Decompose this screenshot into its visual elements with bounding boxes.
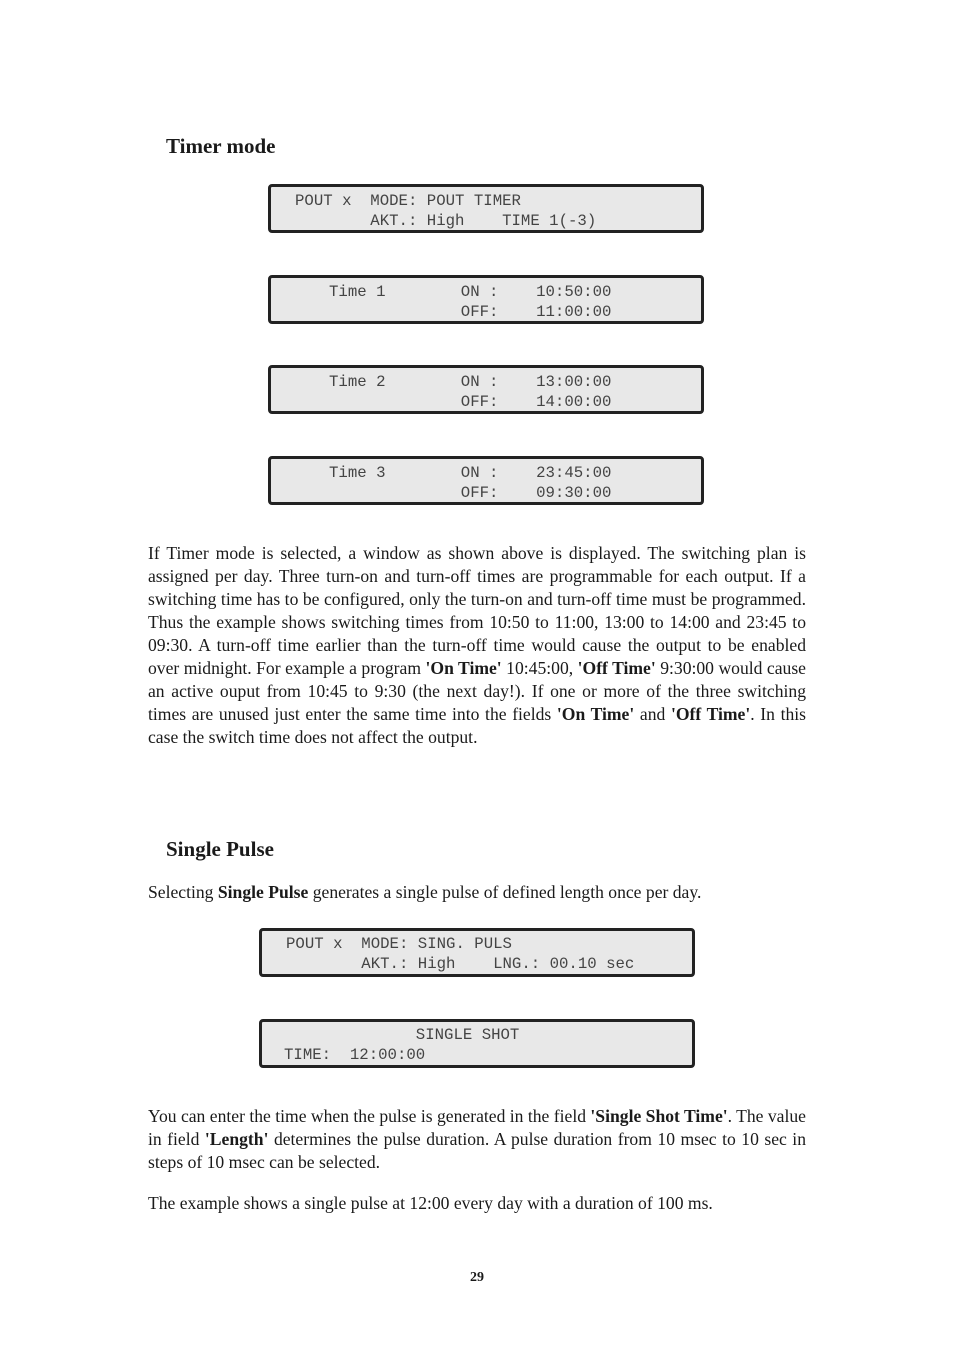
single-shot-display	[259, 1019, 695, 1068]
display-line-1: POUT x MODE: SING. PULS	[286, 935, 512, 953]
time-2-display	[268, 365, 704, 414]
single-pulse-description: You can enter the time when the pulse is generated in the field 'Single Shot Time'. The value in field 'Length' determines the pulse duration. A pulse duration from 10 msec to 10 sec in steps of 10 msec can be selected.	[148, 1106, 806, 1172]
display-line-1: POUT x MODE: POUT TIMER	[295, 192, 521, 210]
timer-mode-heading: Timer mode	[166, 134, 276, 158]
time-1-off-line: OFF: 11:00:00	[329, 303, 612, 321]
time-2-on-line: Time 2 ON : 13:00:00	[329, 373, 612, 391]
time-3-on-line: Time 3 ON : 23:45:00	[329, 464, 612, 482]
time-1-display	[268, 275, 704, 324]
single-pulse-example: The example shows a single pulse at 12:00 every day with a duration of 100 ms.	[148, 1193, 713, 1213]
time-3-off-line: OFF: 09:30:00	[329, 484, 612, 502]
timer-mode-description: If Timer mode is selected, a window as shown above is displayed. The switching plan is assigned per day. Three turn-on and turn-off times are programmable for each output. If a switching time has to be configured, only the turn-on and turn-off time must be programmed. Thus the example shows switching times from 10:50 to 11:00, 13:00 to 14:00 and 23:45 to 09:30. A turn-off time earlier than the turn-off time would cause the output to be enabled over midnight. For example a program 'On Time' 10:45:00, 'Off Time' 9:30:00 would cause an active ouput from 10:45 to 9:30 (the next day!). If one or more of the three switching times are unused just enter the same time into the fields 'On Time' and 'Off Time'. In this case the switch time does not affect the output.	[148, 543, 806, 747]
single-pulse-intro: Selecting Single Pulse generates a single pulse of defined length once per day.	[148, 882, 702, 902]
single-shot-title: SINGLE SHOT	[284, 1026, 520, 1044]
page-number: 29	[470, 1270, 484, 1285]
time-3-display	[268, 456, 704, 505]
single-pulse-heading: Single Pulse	[166, 837, 274, 861]
display-line-2: AKT.: High LNG.: 00.10 sec	[286, 955, 635, 973]
display-line-2: AKT.: High TIME 1(-3)	[295, 212, 597, 230]
time-1-on-line: Time 1 ON : 10:50:00	[329, 283, 612, 301]
time-2-off-line: OFF: 14:00:00	[329, 393, 612, 411]
single-pulse-display	[259, 928, 695, 977]
single-shot-time: TIME: 12:00:00	[284, 1046, 426, 1064]
timer-mode-display	[268, 184, 704, 233]
